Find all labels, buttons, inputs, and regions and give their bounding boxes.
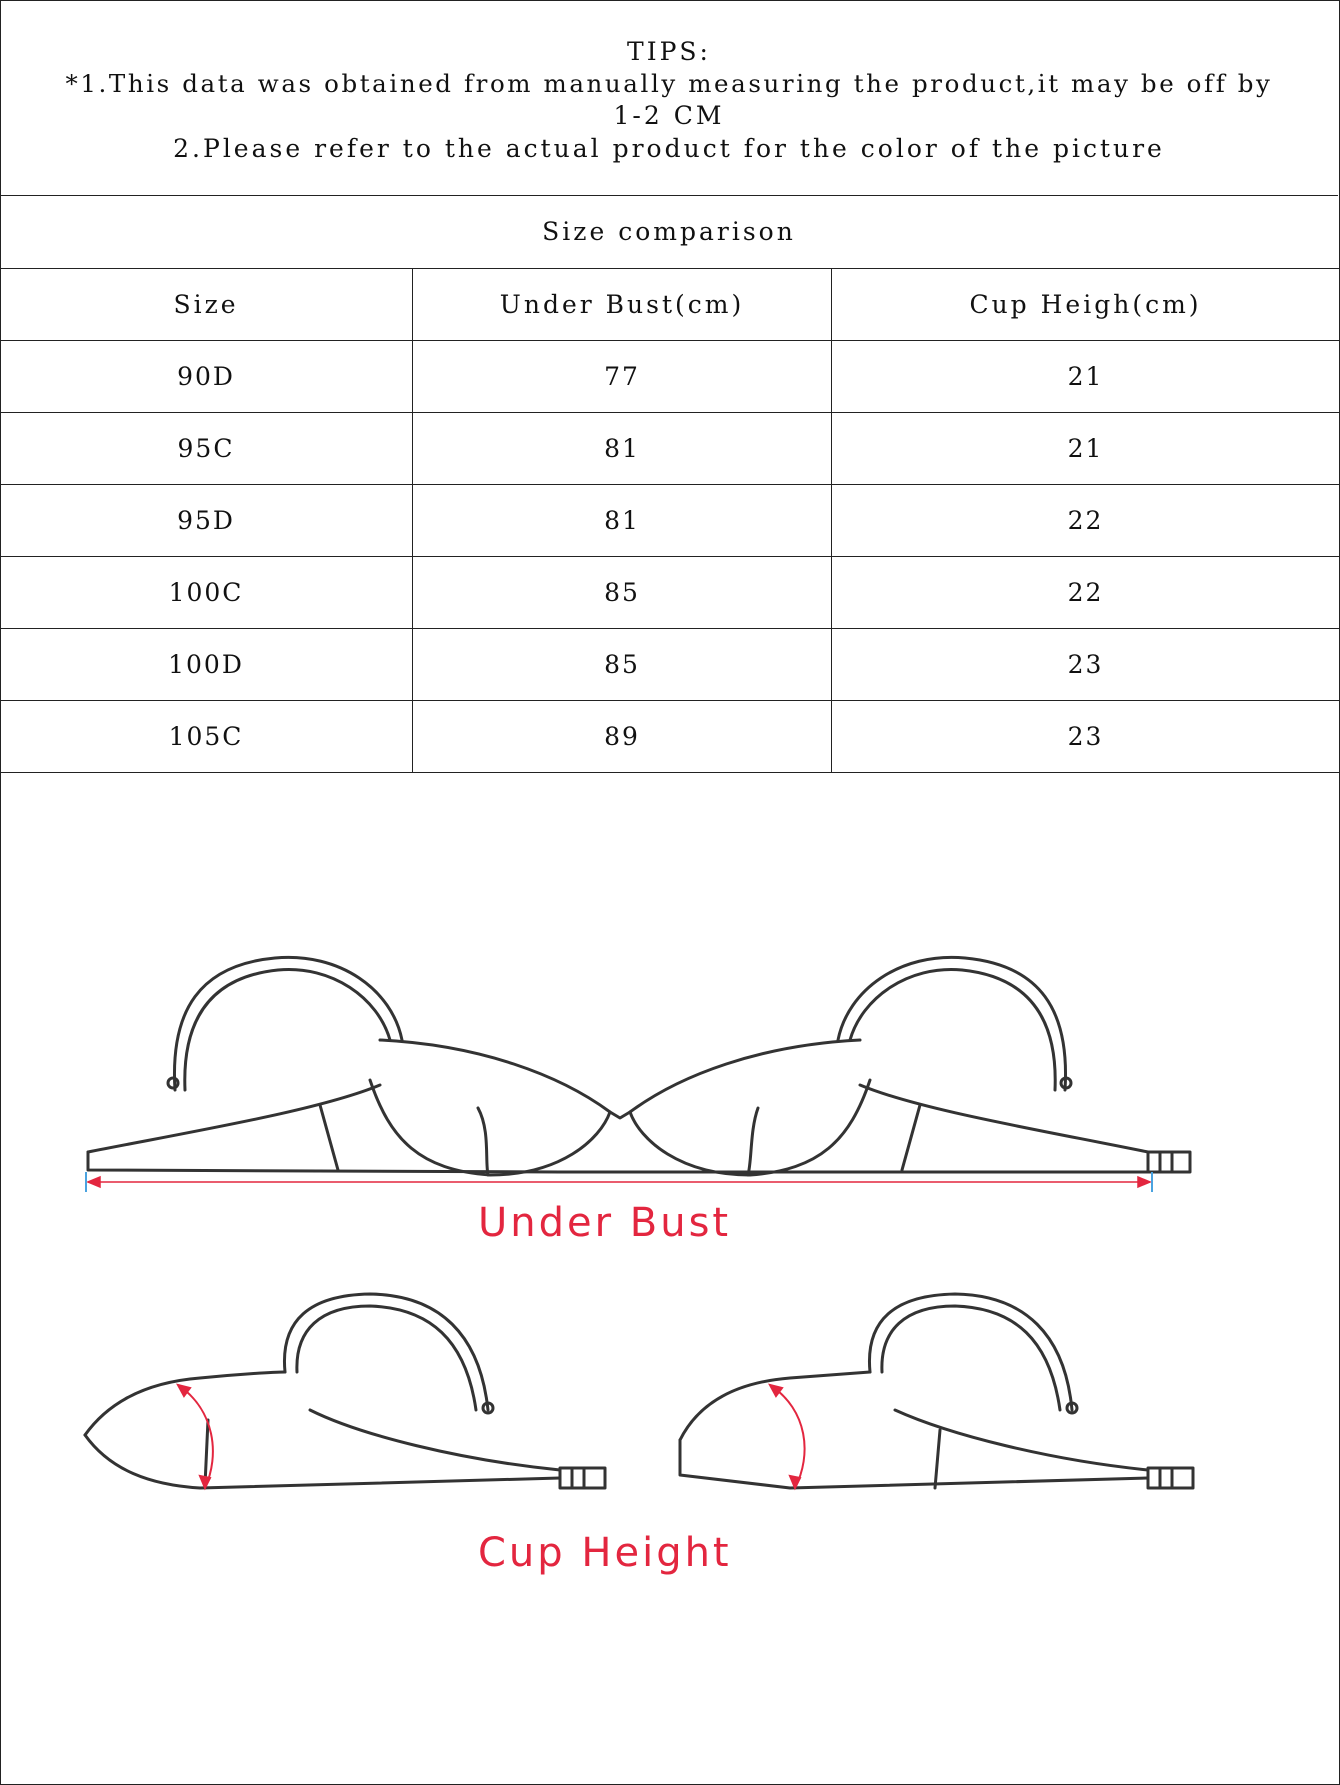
cell-under-bust: 81: [413, 413, 832, 485]
cell-size: 95D: [0, 485, 413, 557]
bra-front-illustration: [0, 900, 1340, 1220]
tips-line-1: *1.This data was obtained from manually measuring the product,it may be off by: [65, 69, 1273, 98]
cell-cup-height: 22: [832, 557, 1340, 629]
cell-cup-height: 23: [832, 701, 1340, 773]
table-row: [0, 413, 1339, 485]
cell-size: 95C: [0, 413, 413, 485]
cell-size: 105C: [0, 701, 413, 773]
cell-size: 100D: [0, 629, 413, 701]
tips-line-1-continued: 1-2 CM: [613, 101, 725, 130]
cell-cup-height: 23: [832, 629, 1340, 701]
table-row: [0, 557, 1339, 629]
cell-under-bust: 85: [413, 557, 832, 629]
cell-cup-height: 21: [832, 413, 1340, 485]
table-row: [0, 629, 1339, 701]
header-cup-height: Cup Heigh(cm): [832, 269, 1340, 341]
header-under-bust: Under Bust(cm): [413, 269, 832, 341]
cell-cup-height: 22: [832, 485, 1340, 557]
cell-size: 90D: [0, 341, 413, 413]
header-size: Size: [0, 269, 413, 341]
cell-under-bust: 77: [413, 341, 832, 413]
size-table: [0, 268, 1339, 773]
table-caption: Size comparison: [0, 196, 1338, 269]
cup-height-label: Cup Height: [478, 1530, 732, 1576]
table-row: [0, 485, 1339, 557]
table-header-row: [0, 269, 1339, 341]
cell-under-bust: 81: [413, 485, 832, 557]
tips-section: [0, 0, 1338, 196]
table-row: [0, 701, 1339, 773]
tips-heading: TIPS:: [627, 37, 711, 66]
table-row: [0, 341, 1339, 413]
bra-side-illustration: [0, 1280, 1340, 1520]
tips-line-2: 2.Please refer to the actual product for the color of the picture: [173, 134, 1165, 163]
under-bust-label: Under Bust: [478, 1200, 732, 1246]
cell-under-bust: 89: [413, 701, 832, 773]
cell-cup-height: 21: [832, 341, 1340, 413]
cell-size: 100C: [0, 557, 413, 629]
cell-under-bust: 85: [413, 629, 832, 701]
